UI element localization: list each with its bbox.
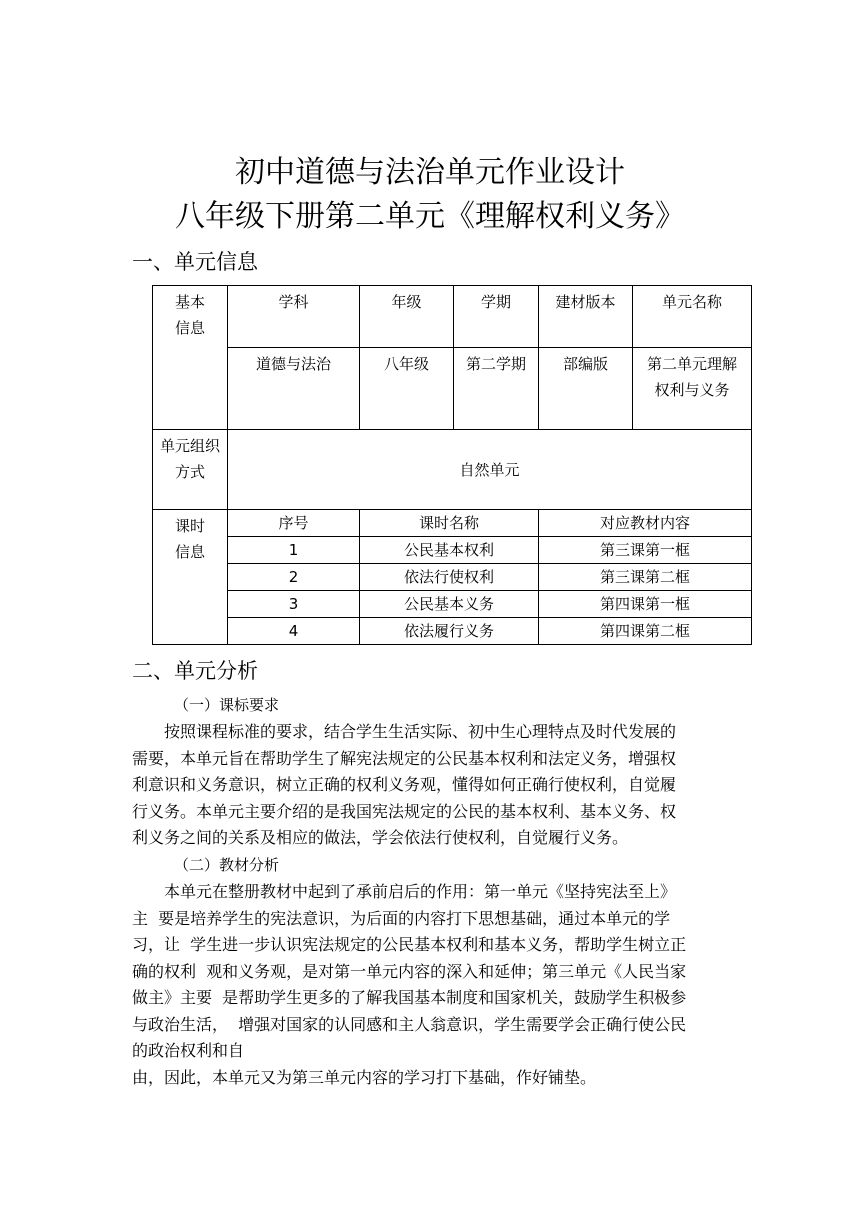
lesson-content: 第四课第一框 (539, 591, 752, 618)
lesson-label-cell (153, 510, 228, 645)
paragraph-line: 利义务之间的关系及相应的做法，学会依法行使权利，自觉履行义务。 (132, 828, 629, 847)
paragraph-line: 习，让 学生进一步认识宪法规定的公民基本权利和基本义务，帮助学生树立正 (132, 935, 687, 954)
org-value: 自然单元 (228, 430, 752, 510)
paragraph-line: 本单元在整册教材中起到了承前启后的作用：第一单元《坚持宪法至上》 (132, 882, 677, 901)
lesson-content: 第三课第二框 (539, 564, 752, 591)
lesson-header-no: 序号 (228, 510, 360, 537)
header-grade: 年级 (360, 286, 454, 348)
section-heading-unit-analysis: 二、单元分析 (132, 659, 258, 683)
value-edition: 部编版 (539, 348, 633, 430)
paragraph-line: 确的权利 观和义务观，是对第一单元内容的深入和延伸；第三单元《人民当家 (132, 961, 687, 981)
paragraph-textbook-analysis (132, 879, 686, 1091)
paragraph-line: 利意识和义务意识，树立正确的权利义务观，懂得如何正确行使权利，自觉履 (132, 775, 677, 794)
table-row (153, 564, 752, 591)
lesson-name: 依法行使权利 (360, 564, 539, 591)
value-subject: 道德与法治 (228, 348, 360, 430)
paragraph-line: 行义务。本单元主要介绍的是我国宪法规定的公民的基本权利、基本义务、权 (132, 801, 677, 821)
value-semester-cell (454, 348, 539, 430)
paragraph-line: 主 要是培养学生的宪法意识，为后面的内容打下思想基础，通过本单元的学 (132, 908, 671, 928)
value-semester: 第二学期 (466, 355, 527, 373)
table-row (153, 591, 752, 618)
lesson-name: 公民基本义务 (360, 591, 539, 618)
document-subtitle: 八年级下册第二单元《理解权利义务》 (175, 199, 685, 234)
section-heading-unit-info: 一、单元信息 (132, 250, 258, 274)
paragraph-line: 由，因此，本单元又为第三单元内容的学习打下基础，作好铺垫。 (132, 1067, 597, 1087)
paragraph-line: 的政治权利和自 (132, 1041, 245, 1060)
value-unit-name: 第二单元理解权利与义务 (646, 355, 737, 399)
lesson-name: 依法履行义务 (360, 618, 539, 645)
value-grade: 八年级 (360, 348, 454, 430)
paragraph-line: 按照课程标准的要求，结合学生生活实际、初中生心理特点及时代发展的 (132, 722, 677, 741)
lesson-no: 4 (228, 618, 360, 645)
basic-info-label: 基本信息 (174, 293, 205, 337)
paragraph-line: 做主》主要 是帮助学生更多的了解我国基本制度和国家机关，鼓励学生积极参 (132, 988, 687, 1007)
lesson-header-content: 对应教材内容 (539, 510, 752, 537)
paragraph-line: 需要，本单元旨在帮助学生了解宪法规定的公民基本权利和法定义务，增强权 (132, 748, 677, 768)
document-title: 初中道德与法治单元作业设计 (235, 155, 625, 190)
value-unit-name-cell (633, 348, 752, 430)
header-edition: 建材版本 (539, 286, 633, 348)
lesson-no: 3 (228, 591, 360, 618)
lesson-content: 第四课第二框 (539, 618, 752, 645)
subheading-curriculum-standards: （一）课标要求 (174, 696, 280, 714)
paragraph-line: 与政治生活， 增强对国家的认同感和主人翁意识，学生需要学会正确行使公民 (132, 1014, 687, 1034)
header-unit-name: 单元名称 (633, 286, 752, 348)
org-label-cell (153, 430, 228, 510)
table-row (153, 537, 752, 564)
org-label: 单元组织方式 (159, 437, 220, 481)
unit-info-table (152, 285, 752, 645)
subheading-textbook-analysis: （二）教材分析 (174, 856, 280, 874)
header-subject: 学科 (228, 286, 360, 348)
basic-info-label-cell (153, 286, 228, 430)
paragraph-curriculum-standards (132, 719, 676, 852)
lesson-label: 课时信息 (174, 517, 205, 561)
lesson-header-name: 课时名称 (360, 510, 539, 537)
lesson-content: 第三课第一框 (539, 537, 752, 564)
table-row (153, 618, 752, 645)
lesson-name: 公民基本权利 (360, 537, 539, 564)
lesson-no: 1 (228, 537, 360, 564)
lesson-no: 2 (228, 564, 360, 591)
header-semester: 学期 (454, 286, 539, 348)
